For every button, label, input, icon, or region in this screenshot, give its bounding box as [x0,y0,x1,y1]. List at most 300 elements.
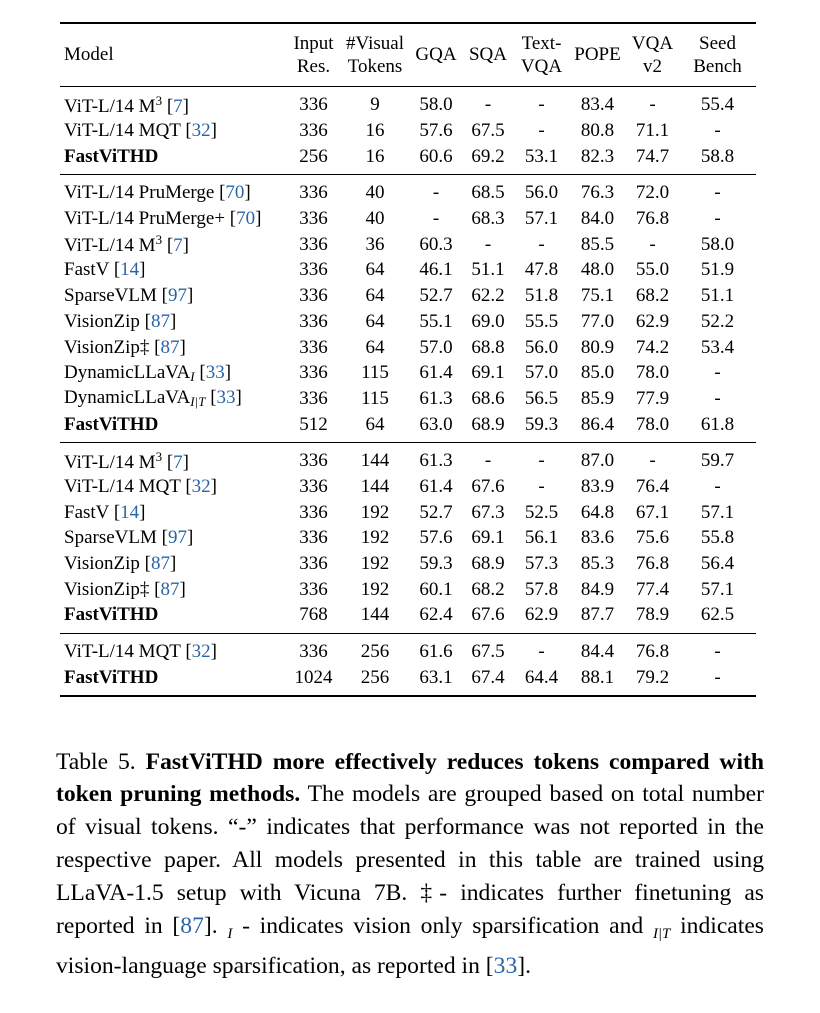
value-cell-seedbench: 51.1 [700,285,735,307]
model-name: DynamicLLaVA [64,361,191,383]
table-row [60,474,756,500]
value-cell-input_res: 336 [299,501,328,523]
value-cell-input_res: 336 [299,450,328,472]
value-cell-textvqa: - [538,450,545,472]
value-cell-sqa: 68.2 [471,578,505,600]
value-cell-input_res: 336 [299,475,328,497]
value-cell-visual_tokens: 256 [360,641,390,663]
table-row [60,206,756,232]
value-cell-pope: 85.0 [580,362,615,384]
value-cell-gqa: 63.1 [419,666,453,688]
model-cell [60,143,287,174]
value-cell-textvqa: - [538,94,545,116]
caption-citation-link[interactable]: 33 [493,953,518,980]
results-table-container [60,22,756,697]
value-cell-input_res: 336 [299,387,328,409]
value-cell-gqa: 59.3 [419,553,453,575]
citation-link[interactable]: 7 [173,451,183,473]
table-row [60,576,756,602]
column-header-line: Tokens [347,56,403,77]
model-cell: FastV [14] [64,501,146,523]
value-cell-vqav2: 75.6 [635,527,670,549]
citation-link[interactable]: 70 [225,182,245,204]
value-cell-pope: 76.3 [580,182,615,204]
model-cell: DynamicLLaVA$_{I|T}$ [33] [64,387,242,410]
column-header-line: v2 [643,56,662,77]
value-cell-textvqa: 56.5 [524,387,559,409]
model-cell: FastV [14] [64,259,146,281]
model-name: ViT-L/14 PruMerge+ [64,208,226,230]
value-cell-visual_tokens: 144 [360,450,390,472]
column-header-line: VQA [631,32,674,54]
model-name: ViT-L/14 PruMerge [64,182,215,204]
table-row [60,633,756,664]
table-row [60,442,756,473]
column-header-line: Res. [296,56,331,77]
value-cell-visual_tokens: 115 [361,362,389,384]
value-cell-gqa: 57.6 [419,527,453,549]
model-cell: SparseVLM [97] [64,527,194,549]
table-row [60,664,756,696]
table-row [60,411,756,442]
model-cell: ViT-L/14 MQT [32] [64,475,217,497]
value-cell-gqa: 60.1 [419,578,453,600]
value-cell-seedbench: 57.1 [700,501,735,523]
value-cell-input_res: 336 [299,641,328,663]
column-header-pope [569,23,626,87]
value-cell-pope: 83.4 [580,94,615,116]
value-cell-visual_tokens: 40 [365,182,385,204]
caption-subscript: I [227,925,233,942]
value-cell-seedbench: 62.5 [700,604,735,626]
value-cell-input_res: 336 [299,208,328,230]
column-header-line: Input [293,32,334,54]
value-cell-sqa: - [484,94,492,116]
value-cell-seedbench: - [714,120,721,142]
caption-text: The models are grouped based on total number of visual tokens. “-” indicates that performance was not reported in the respective paper. All models presented in this table are trained using LLaVA-1.5 setup with Vicuna 7B. ‡- indicates further finetuning as reported in [ [56,781,764,939]
value-cell-vqav2: - [649,94,656,116]
table-row [60,602,756,633]
value-cell-visual_tokens: 192 [360,553,390,575]
table-row [60,551,756,577]
value-cell-pope: 77.0 [580,310,615,332]
value-cell-textvqa: 52.5 [524,501,559,523]
value-cell-pope: 64.8 [580,501,615,523]
table-row [60,175,756,206]
column-header-input_res [287,23,340,87]
value-cell-visual_tokens: 64 [365,285,385,307]
value-cell-seedbench: 51.9 [700,259,735,281]
citation-link[interactable]: 33 [216,387,236,409]
caption-label: Table 5. [56,748,136,775]
value-cell-visual_tokens: 16 [365,145,385,167]
value-cell-input_res: 336 [299,120,328,142]
value-cell-vqav2: 76.8 [635,641,670,663]
column-header-textvqa [514,23,569,87]
value-cell-pope: 88.1 [580,666,615,688]
table-row [60,360,756,386]
model-cell: VisionZip‡ [87] [64,336,186,358]
value-cell-seedbench: 59.7 [700,450,735,472]
value-cell-seedbench: - [714,666,721,688]
citation-link[interactable]: 87 [160,336,180,358]
value-cell-vqav2: - [649,450,656,472]
value-cell-visual_tokens: 40 [365,208,385,230]
value-cell-seedbench: - [714,641,721,663]
value-cell-seedbench: - [714,362,721,384]
value-cell-vqav2: 74.2 [635,336,670,358]
value-cell-textvqa: 55.5 [524,310,559,332]
model-name: DynamicLLaVA [64,387,191,409]
value-cell-seedbench: - [714,182,721,204]
value-cell-textvqa: 56.0 [524,336,559,358]
model-subscript: I|T [190,394,206,410]
model-name: FastViTHD [64,413,159,435]
token-group-2 [60,175,756,443]
column-header-line: SQA [468,44,507,66]
model-cell: ViT-L/14 $M^3$ [7] [64,92,189,117]
citation-link[interactable]: 97 [167,527,187,549]
value-cell-textvqa: 59.3 [524,413,559,435]
value-cell-sqa: 69.1 [471,527,505,549]
value-cell-seedbench: 55.4 [700,94,735,116]
value-cell-textvqa: - [538,233,545,255]
value-cell-sqa: 67.3 [471,501,505,523]
citation-link[interactable]: 14 [120,259,140,281]
value-cell-pope: 87.7 [580,604,615,626]
column-header-line: Model [64,44,114,66]
column-header-line: Bench [693,56,742,77]
table-row [60,143,756,174]
column-header-visual_tokens [340,23,410,87]
model-cell: DynamicLLaVA$_I$ [33] [64,361,232,384]
caption-subscript: I|T [652,925,671,942]
value-cell-pope: 84.4 [580,641,615,663]
value-cell-input_res: 1024 [294,666,333,688]
value-cell-gqa: - [432,208,440,230]
caption-text: - indicates vision only sparsification and [232,912,653,939]
model-name: VisionZip [64,553,140,575]
table-row [60,334,756,360]
model-name: ViT-L/14 MQT [64,120,181,142]
model-cell: ViT-L/14 PruMerge+ [70] [64,208,262,230]
value-cell-seedbench: 58.8 [700,145,735,167]
model-cell: VisionZip‡ [87] [64,578,186,600]
value-cell-sqa: 67.6 [471,475,505,497]
table-caption [56,746,764,984]
value-cell-seedbench: - [714,475,721,497]
value-cell-textvqa: - [538,641,545,663]
value-cell-seedbench: 61.8 [700,413,735,435]
value-cell-visual_tokens: 64 [365,310,385,332]
value-cell-input_res: 336 [299,527,328,549]
value-cell-visual_tokens: 64 [365,413,385,435]
value-cell-visual_tokens: 192 [360,527,390,549]
citation-link[interactable]: 70 [236,208,256,230]
value-cell-visual_tokens: 144 [360,604,390,626]
model-superscript: 3 [155,448,163,464]
value-cell-pope: 83.9 [580,475,615,497]
value-cell-pope: 87.0 [580,450,615,472]
value-cell-seedbench: 55.8 [700,527,735,549]
value-cell-textvqa: 62.9 [524,604,559,626]
value-cell-visual_tokens: 256 [360,666,390,688]
value-cell-input_res: 512 [299,413,328,435]
value-cell-sqa: 69.0 [471,310,505,332]
table-header-row [60,23,756,87]
value-cell-pope: 75.1 [580,285,615,307]
value-cell-input_res: 336 [299,233,328,255]
model-name: FastViTHD [64,604,159,626]
model-name: ViT-L/14 M [64,95,156,117]
value-cell-visual_tokens: 192 [360,501,390,523]
value-cell-sqa: 69.1 [471,362,505,384]
value-cell-input_res: 336 [299,259,328,281]
value-cell-visual_tokens: 36 [365,233,385,255]
value-cell-pope: 80.9 [580,336,615,358]
citation-link[interactable]: 33 [205,361,225,383]
value-cell-seedbench: 58.0 [700,233,735,255]
caption-citation-link[interactable]: 87 [180,912,204,939]
column-header-line: VQA [520,56,563,77]
column-header-gqa [410,23,462,87]
value-cell-gqa: 61.4 [419,475,453,497]
column-header-model [60,23,287,87]
value-cell-gqa: 60.6 [419,145,453,167]
value-cell-vqav2: 62.9 [635,310,670,332]
column-header-seedbench [679,23,756,87]
value-cell-vqav2: 72.0 [635,182,670,204]
value-cell-sqa: 68.9 [471,413,505,435]
model-cell: VisionZip [87] [64,553,177,575]
model-name: SparseVLM [64,285,157,307]
value-cell-pope: 84.9 [580,578,615,600]
value-cell-pope: 82.3 [580,145,615,167]
citation-link[interactable]: 97 [167,285,187,307]
value-cell-pope: 86.4 [580,413,615,435]
value-cell-pope: 80.8 [580,120,615,142]
value-cell-gqa: 46.1 [419,259,453,281]
table-row [60,283,756,309]
table-row [60,309,756,335]
value-cell-vqav2: 79.2 [635,666,670,688]
value-cell-input_res: 336 [299,285,328,307]
results-table [60,22,756,697]
value-cell-vqav2: 68.2 [635,285,670,307]
column-header-line: GQA [415,44,457,66]
value-cell-gqa: 60.3 [419,233,453,255]
value-cell-vqav2: 77.9 [635,387,670,409]
citation-link[interactable]: 87 [151,553,170,575]
value-cell-seedbench: - [714,387,721,409]
model-name: FastV [64,259,110,281]
value-cell-vqav2: 76.4 [635,475,670,497]
value-cell-textvqa: 56.1 [524,527,559,549]
citation-link[interactable]: 32 [191,120,211,142]
table-row [60,525,756,551]
value-cell-sqa: 69.2 [471,145,505,167]
token-group-4 [60,633,756,696]
column-header-line: #Visual [346,32,404,54]
token-group-3 [60,442,756,633]
value-cell-input_res: 768 [299,604,328,626]
value-cell-input_res: 336 [299,336,328,358]
citation-link[interactable]: 14 [120,501,140,523]
value-cell-pope: 84.0 [580,208,615,230]
value-cell-gqa: 63.0 [419,413,453,435]
model-name: SparseVLM [64,527,157,549]
table-row [60,231,756,257]
value-cell-visual_tokens: 144 [360,475,390,497]
model-cell: ViT-L/14 $M^3$ [7] [64,448,189,473]
value-cell-gqa: 62.4 [419,604,453,626]
value-cell-input_res: 336 [299,310,328,332]
value-cell-seedbench: 52.2 [700,310,735,332]
value-cell-sqa: 67.5 [471,641,505,663]
model-cell: ViT-L/14 MQT [32] [64,641,217,663]
value-cell-pope: 85.3 [580,553,615,575]
caption-title: FastViTHD more effectively reduces tokens compared with token pruning methods. [56,748,765,808]
value-cell-sqa: 68.6 [471,387,505,409]
value-cell-gqa: 61.6 [419,641,453,663]
model-name: ViT-L/14 MQT [64,475,181,497]
model-cell: ViT-L/14 MQT [32] [64,120,217,142]
model-cell: VisionZip [87] [64,310,177,332]
model-name: FastViTHD [64,145,159,167]
table-row [60,499,756,525]
value-cell-sqa: - [484,450,492,472]
value-cell-sqa: 68.8 [471,336,505,358]
value-cell-gqa: 58.0 [419,94,453,116]
model-subscript: I [190,368,195,384]
value-cell-seedbench: 57.1 [700,578,735,600]
value-cell-vqav2: 77.4 [635,578,670,600]
column-header-vqav2 [626,23,679,87]
citation-link[interactable]: 7 [173,235,183,257]
value-cell-gqa: 52.7 [419,501,453,523]
table-row [60,118,756,144]
value-cell-vqav2: 76.8 [635,553,670,575]
token-group-1 [60,87,756,175]
table-row [60,257,756,283]
value-cell-textvqa: - [538,475,545,497]
value-cell-textvqa: - [538,120,545,142]
value-cell-gqa: 57.0 [419,336,453,358]
citation-link[interactable]: 87 [151,310,170,332]
value-cell-vqav2: - [649,233,656,255]
value-cell-gqa: 61.4 [419,362,453,384]
model-name: VisionZip‡ [64,336,150,358]
value-cell-sqa: 51.1 [471,259,505,281]
value-cell-visual_tokens: 9 [370,94,380,116]
table-row [60,87,756,118]
value-cell-textvqa: 57.0 [524,362,559,384]
value-cell-pope: 48.0 [580,259,615,281]
value-cell-textvqa: 51.8 [524,285,559,307]
model-name: VisionZip‡ [64,578,150,600]
value-cell-pope: 85.5 [580,233,615,255]
model-cell: SparseVLM [97] [64,285,194,307]
model-superscript: 3 [155,232,163,248]
citation-link[interactable]: 7 [173,95,183,117]
caption-text: indicates vision-language sparsification, as reported in [ [56,912,764,980]
model-cell [60,602,287,633]
value-cell-input_res: 336 [299,362,328,384]
value-cell-gqa: 57.6 [419,120,453,142]
model-name: ViT-L/14 M [64,235,156,257]
value-cell-visual_tokens: 64 [365,336,385,358]
value-cell-gqa: - [432,182,440,204]
value-cell-vqav2: 67.1 [635,501,670,523]
value-cell-input_res: 336 [299,578,328,600]
citation-link[interactable]: 87 [160,578,180,600]
model-cell: ViT-L/14 PruMerge [70] [64,182,251,204]
model-cell [60,664,287,696]
model-name: ViT-L/14 M [64,451,156,473]
citation-link[interactable]: 32 [191,475,211,497]
value-cell-textvqa: 57.3 [524,553,559,575]
value-cell-seedbench: 56.4 [700,553,735,575]
caption-text: ]. [203,912,228,939]
citation-link[interactable]: 32 [191,641,211,663]
value-cell-sqa: - [484,233,492,255]
value-cell-gqa: 52.7 [419,285,453,307]
value-cell-textvqa: 57.1 [524,208,559,230]
value-cell-textvqa: 53.1 [524,145,559,167]
column-header-line: POPE [574,44,621,66]
value-cell-textvqa: 47.8 [524,259,559,281]
column-header-sqa [462,23,514,87]
value-cell-gqa: 55.1 [419,310,453,332]
value-cell-pope: 85.9 [580,387,615,409]
value-cell-vqav2: 74.7 [635,145,670,167]
value-cell-vqav2: 55.0 [635,259,670,281]
model-name: FastViTHD [64,666,159,688]
value-cell-textvqa: 56.0 [524,182,559,204]
value-cell-input_res: 336 [299,94,328,116]
value-cell-vqav2: 78.0 [635,362,670,384]
value-cell-visual_tokens: 64 [365,259,385,281]
model-cell [60,411,287,442]
value-cell-sqa: 68.5 [471,182,505,204]
column-header-line: Seed [699,32,736,54]
value-cell-seedbench: - [714,208,721,230]
value-cell-sqa: 68.9 [471,553,505,575]
value-cell-vqav2: 71.1 [635,120,670,142]
value-cell-gqa: 61.3 [419,387,453,409]
value-cell-visual_tokens: 16 [365,120,385,142]
model-name: VisionZip [64,310,140,332]
value-cell-sqa: 62.2 [471,285,505,307]
caption-text: ]. [517,953,532,980]
value-cell-seedbench: 53.4 [700,336,735,358]
value-cell-pope: 83.6 [580,527,615,549]
model-cell: ViT-L/14 $M^3$ [7] [64,232,189,257]
value-cell-sqa: 67.5 [471,120,505,142]
value-cell-textvqa: 64.4 [524,666,559,688]
value-cell-input_res: 336 [299,553,328,575]
value-cell-input_res: 256 [299,145,328,167]
model-superscript: 3 [155,92,163,108]
value-cell-sqa: 67.4 [471,666,505,688]
value-cell-visual_tokens: 192 [360,578,390,600]
value-cell-input_res: 336 [299,182,328,204]
value-cell-sqa: 67.6 [471,604,505,626]
value-cell-textvqa: 57.8 [524,578,559,600]
column-header-line: Text- [521,32,562,54]
model-name: ViT-L/14 MQT [64,641,181,663]
value-cell-visual_tokens: 115 [361,387,389,409]
